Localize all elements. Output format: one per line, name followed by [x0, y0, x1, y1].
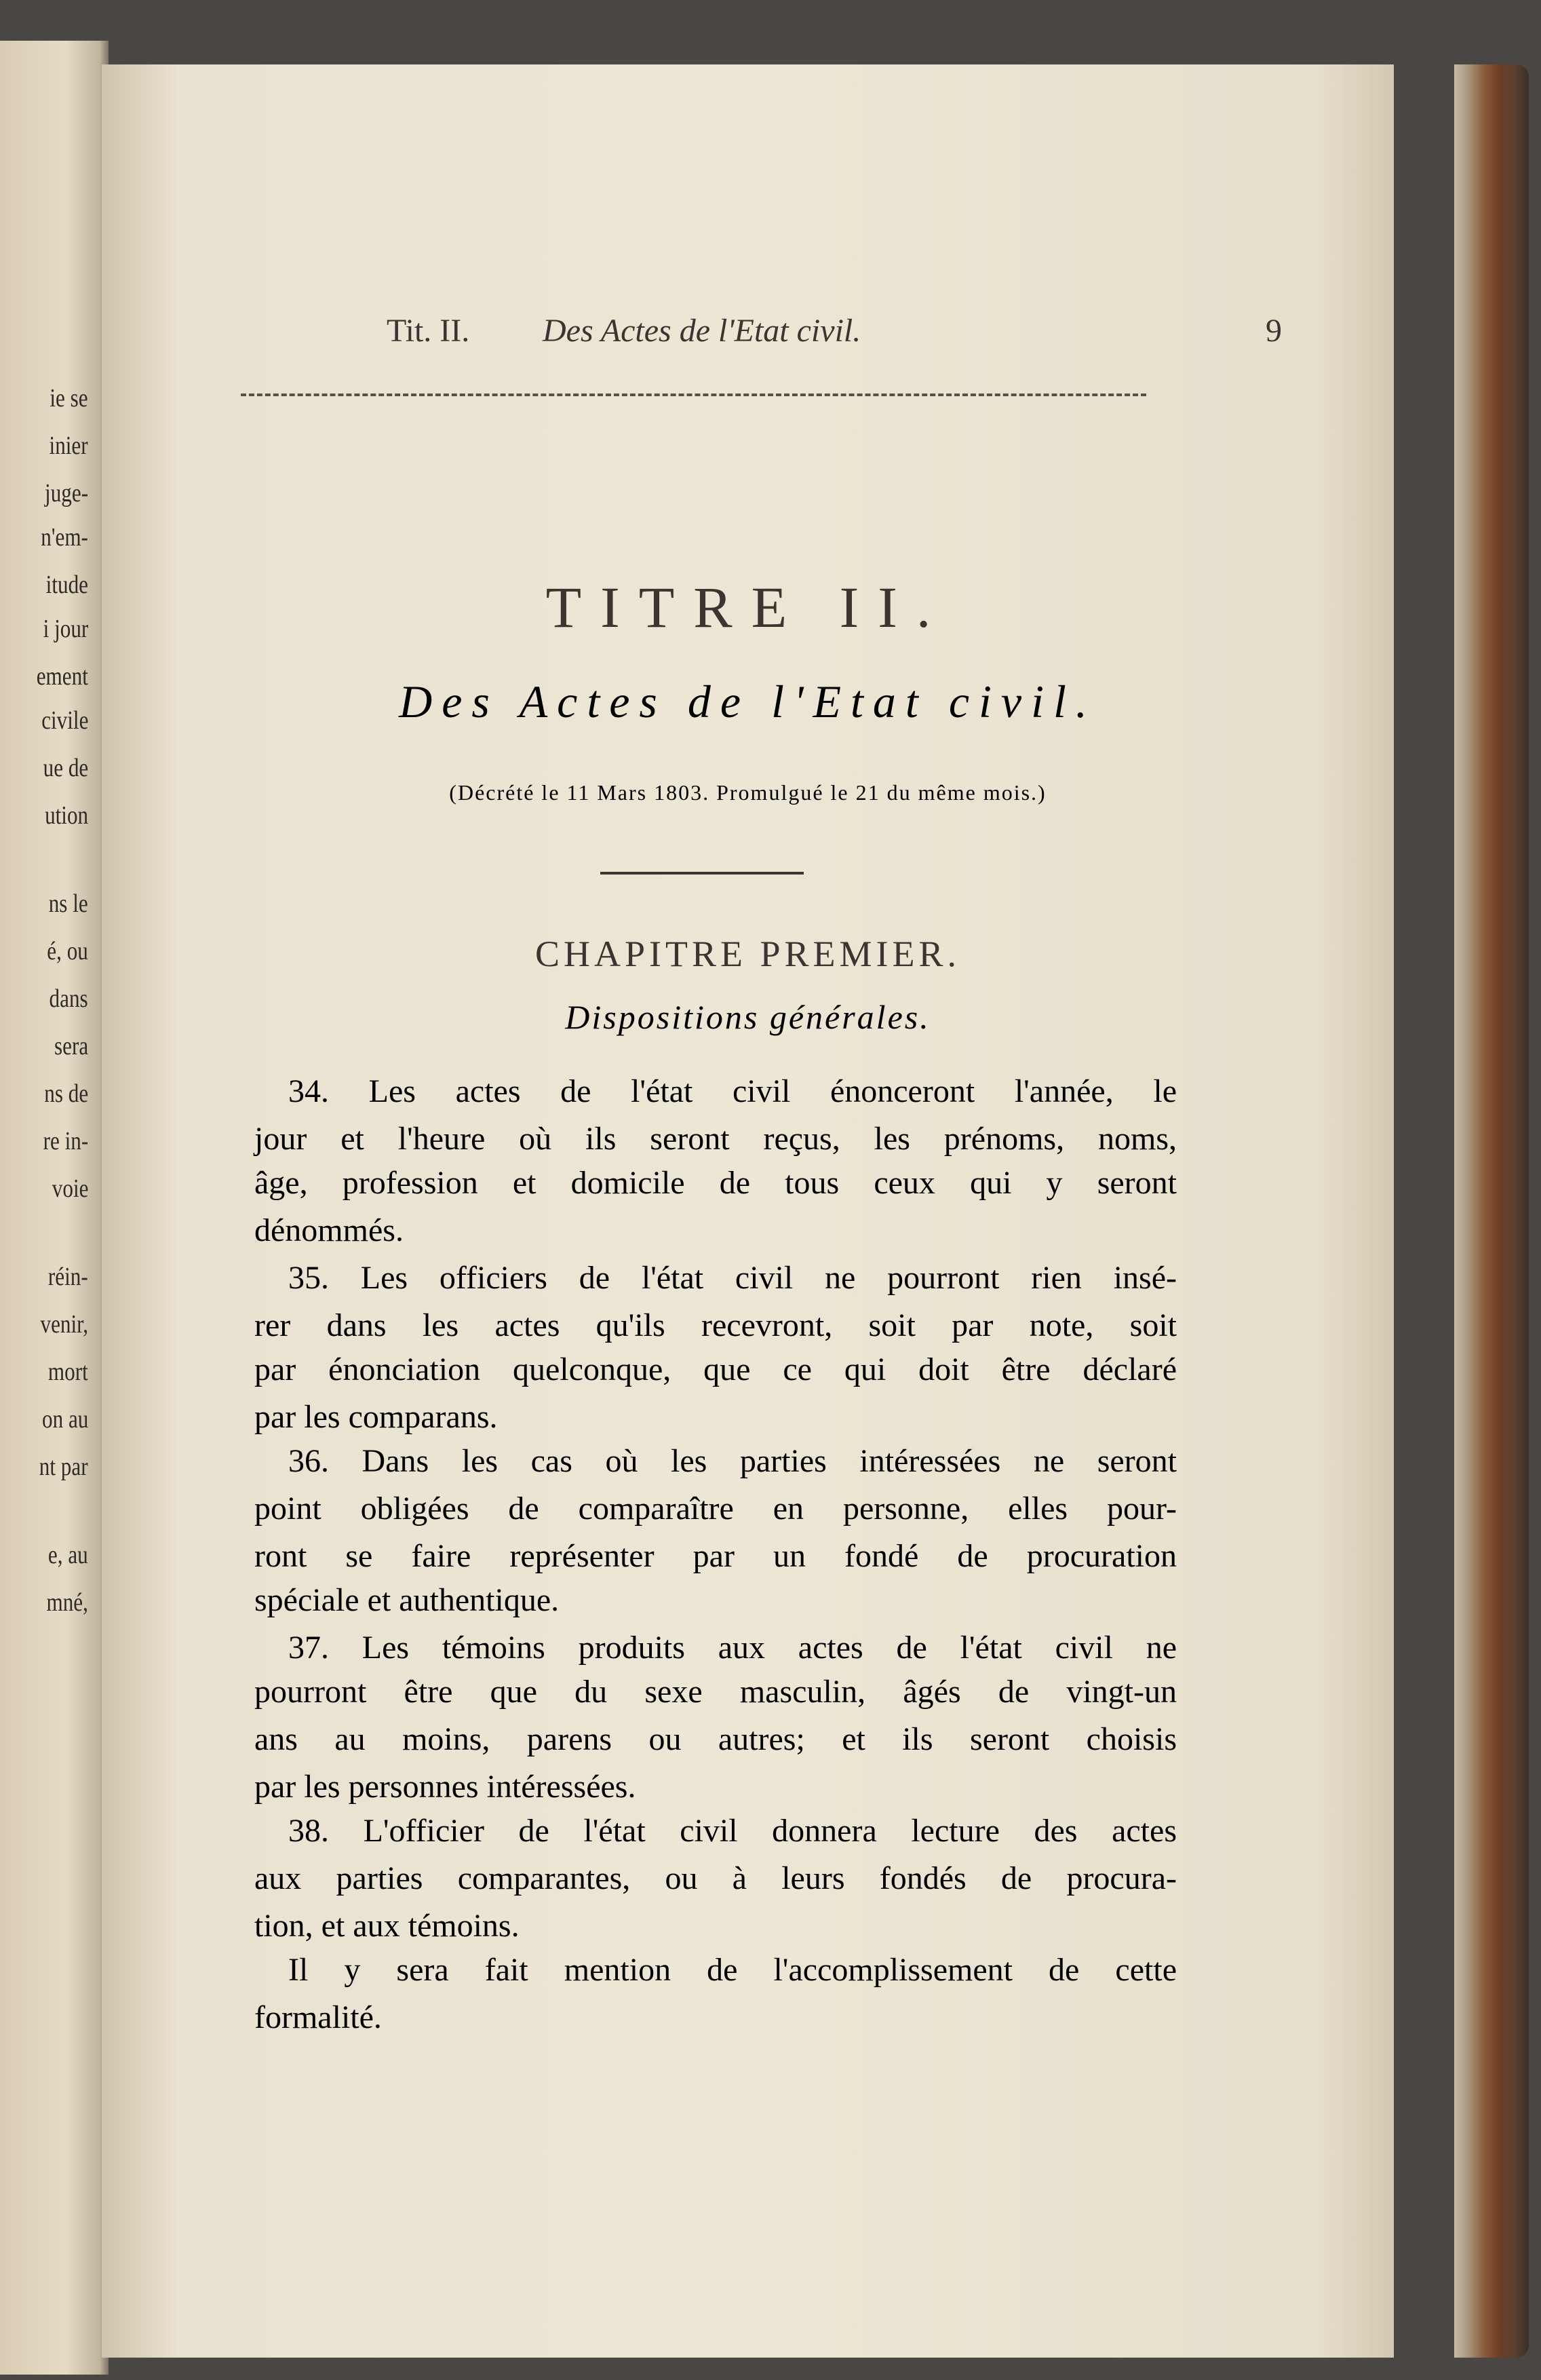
left-page-line: venir, — [40, 1310, 88, 1339]
titre-subtitle: Des Actes de l'Etat civil. — [399, 676, 1097, 727]
left-page-line: voie — [52, 1174, 88, 1203]
right-page — [102, 64, 1394, 2358]
body-line: spéciale et authentique. — [254, 1582, 560, 1618]
body-line: rer dans les actes qu'ils recevront, soit par note, soit — [254, 1307, 1177, 1343]
left-page-line: juge- — [44, 479, 88, 507]
left-page-line: ns le — [49, 889, 88, 918]
left-page-line: nt par — [39, 1453, 88, 1481]
left-page-line: i jour — [43, 615, 88, 643]
body-line: dénommés. — [254, 1212, 404, 1248]
section-rule — [600, 872, 804, 875]
body-line: formalité. — [254, 1999, 382, 2035]
section-heading: Dispositions générales. — [565, 998, 931, 1036]
body-line: 35. Les officiers de l'état civil ne pourront rien insé- — [288, 1260, 1177, 1296]
body-line: tion, et aux témoins. — [254, 1908, 520, 1944]
body-line: ans au moins, parens ou autres; et ils seront choisis — [254, 1721, 1177, 1757]
dashed-rule — [241, 394, 1146, 396]
left-page-line: e, au — [48, 1541, 88, 1569]
left-page-line: réin- — [48, 1263, 88, 1291]
body-line: par les personnes intéressées. — [254, 1769, 636, 1805]
body-line: aux parties comparantes, ou à leurs fondés de procura- — [254, 1860, 1177, 1896]
left-page — [0, 41, 109, 2375]
body-line: jour et l'heure où ils seront reçus, les prénoms, noms, — [254, 1121, 1177, 1157]
left-page-line: mné, — [46, 1588, 88, 1617]
chapter-heading: CHAPITRE PREMIER. — [534, 934, 961, 974]
left-page-line: on au — [41, 1405, 88, 1434]
titre-heading: TITRE II. — [545, 575, 950, 640]
left-page-line: ement — [36, 662, 88, 691]
left-page-line: civile — [41, 706, 88, 735]
left-page-line: inier — [49, 431, 88, 460]
running-head-title-number: Tit. II. — [387, 313, 470, 349]
body-line: 36. Dans les cas où les parties intéressées ne seront — [288, 1443, 1177, 1479]
running-head — [387, 312, 1282, 360]
body-line: 37. Les témoins produits aux actes de l'état civil ne — [288, 1630, 1177, 1666]
left-page-line: mort — [48, 1358, 88, 1386]
left-page-line: ie se — [50, 384, 88, 412]
decree-note: (Décrété le 11 Mars 1803. Promulgué le 21 du même mois.) — [449, 780, 1047, 805]
body-line: point obligées de comparaître en personne, elles pour- — [254, 1491, 1177, 1527]
left-page-line: é, ou — [47, 937, 88, 965]
left-page-line: n'em- — [41, 523, 88, 552]
body-line: par énonciation quelconque, que ce qui doit être déclaré — [254, 1351, 1177, 1387]
running-head-title: Des Actes de l'Etat civil. — [543, 313, 861, 349]
left-page-line: dans — [49, 984, 88, 1013]
body-line: 38. L'officier de l'état civil donnera lecture des actes — [288, 1813, 1177, 1849]
body-line: âge, profession et domicile de tous ceux qui y seront — [254, 1165, 1177, 1201]
page-number: 9 — [1266, 313, 1282, 349]
left-page-line: ue de — [43, 754, 88, 782]
body-line: 34. Les actes de l'état civil énonceront l'année, le — [288, 1073, 1177, 1109]
left-page-line: itude — [45, 571, 88, 599]
book-edge — [1454, 64, 1529, 2358]
body-line: ront se faire représenter par un fondé de procuration — [254, 1538, 1177, 1574]
left-page-line: ns de — [44, 1079, 88, 1108]
body-line: Il y sera fait mention de l'accomplissement de cette — [288, 1952, 1177, 1988]
left-page-line: sera — [54, 1032, 88, 1060]
left-page-line: ution — [44, 801, 88, 830]
body-line: par les comparans. — [254, 1399, 498, 1435]
left-page-line: re in- — [43, 1127, 88, 1155]
body-line: pourront être que du sexe masculin, âgés de vingt-un — [254, 1674, 1177, 1710]
